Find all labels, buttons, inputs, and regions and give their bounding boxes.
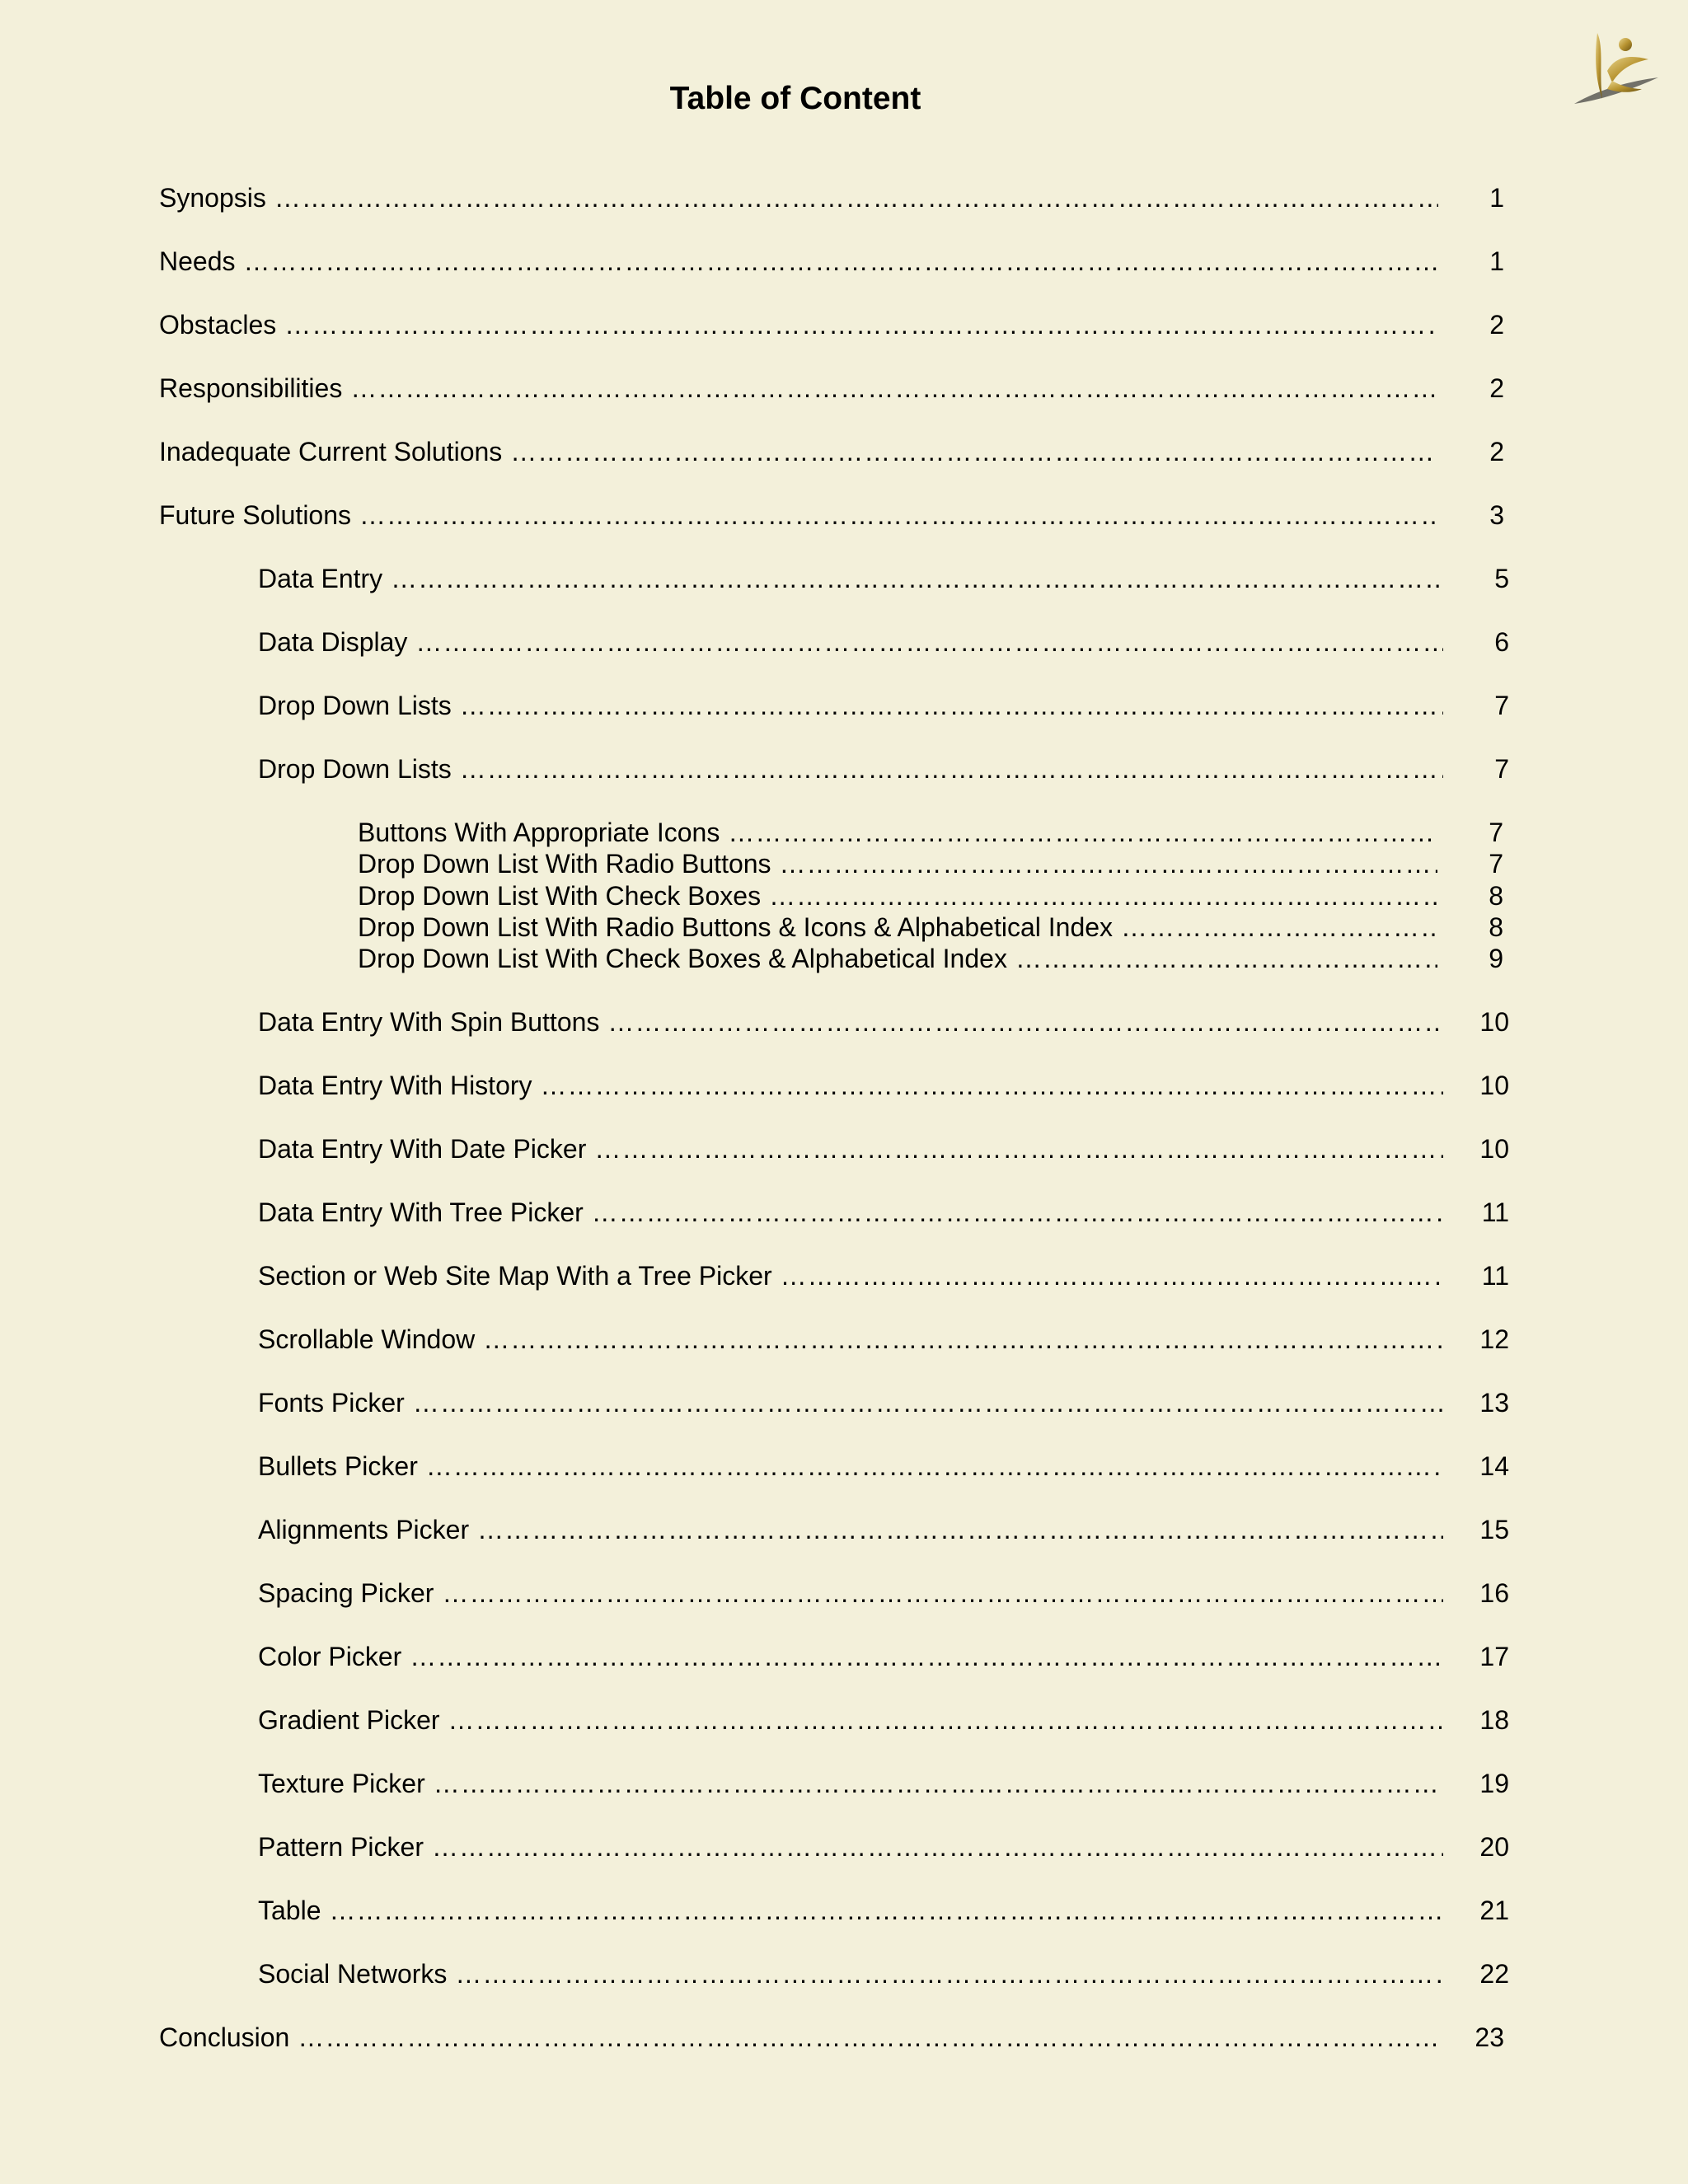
toc-entry-title: Social Networks <box>258 1959 448 1989</box>
toc-entry-title: Drop Down List With Radio Buttons <box>358 849 771 879</box>
toc-entry-title: Drop Down Lists <box>258 691 452 720</box>
toc-entry-page-number: 2 <box>1489 437 1504 466</box>
toc-entry[interactable] <box>258 1258 1509 1294</box>
toc-entry-page-number: 3 <box>1489 500 1504 530</box>
toc-entry-title: Synopsis <box>159 183 266 213</box>
toc-entry[interactable] <box>258 1892 1509 1929</box>
dot-leader <box>448 1702 1443 1738</box>
toc-entry[interactable] <box>258 1575 1509 1611</box>
toc-entry-title: Fonts Picker <box>258 1388 405 1418</box>
toc-entry-page-number: 12 <box>1479 1324 1509 1354</box>
dot-leader <box>426 1448 1443 1484</box>
dot-leader <box>781 1258 1443 1294</box>
toc-entry-page-number: 10 <box>1479 1134 1509 1164</box>
toc-entry-page-number: 7 <box>1494 754 1509 784</box>
dot-leader <box>607 1004 1443 1040</box>
toc-entry[interactable] <box>258 1702 1509 1738</box>
toc-entry-title: Scrollable Window <box>258 1324 476 1354</box>
dot-leader <box>442 1575 1443 1611</box>
toc-entry-page-number: 16 <box>1479 1578 1509 1608</box>
toc-entry[interactable] <box>258 624 1509 660</box>
toc-entry-title: Data Entry With Tree Picker <box>258 1197 584 1227</box>
toc-entry-page-number: 17 <box>1479 1642 1509 1671</box>
toc-entry-title: Bullets Picker <box>258 1451 418 1481</box>
dot-leader <box>541 1067 1443 1104</box>
toc-entry-title: Drop Down Lists <box>258 754 452 784</box>
toc-entry-page-number: 11 <box>1481 1197 1509 1227</box>
dot-leader <box>284 307 1438 343</box>
dot-leader <box>780 846 1437 882</box>
dot-leader <box>455 1956 1443 1992</box>
toc-entry-page-number: 2 <box>1489 373 1504 403</box>
toc-entry[interactable] <box>159 370 1504 406</box>
dot-leader <box>594 1131 1443 1167</box>
toc-entry-title: Data Entry With Date Picker <box>258 1134 587 1164</box>
toc-entry[interactable] <box>159 243 1504 279</box>
toc-entry-page-number: 19 <box>1479 1769 1509 1798</box>
toc-entry-title: Data Entry <box>258 564 383 593</box>
toc-entry-page-number: 15 <box>1479 1515 1509 1544</box>
toc-entry[interactable] <box>258 560 1509 597</box>
toc-entry-page-number: 7 <box>1489 818 1503 847</box>
toc-entry-title: Buttons With Appropriate Icons <box>358 818 720 847</box>
toc-entry-title: Alignments Picker <box>258 1515 470 1544</box>
toc-entry-page-number: 10 <box>1479 1071 1509 1100</box>
dot-leader <box>483 1321 1443 1357</box>
toc-entry-title: Inadequate Current Solutions <box>159 437 503 466</box>
toc-entry-page-number: 14 <box>1479 1451 1509 1481</box>
dot-leader <box>391 560 1443 597</box>
toc-entry[interactable] <box>258 1385 1509 1421</box>
dot-leader <box>460 687 1443 724</box>
toc-entry-title: Spacing Picker <box>258 1578 434 1608</box>
toc-entry-page-number: 20 <box>1479 1832 1509 1862</box>
dot-leader <box>413 1385 1443 1421</box>
toc-entry-page-number: 8 <box>1489 881 1503 911</box>
toc-entry[interactable] <box>258 1829 1509 1865</box>
toc-entry-title: Color Picker <box>258 1642 402 1671</box>
page-title: Table of Content <box>669 81 921 116</box>
toc-entry-title: Gradient Picker <box>258 1705 440 1735</box>
dot-leader <box>298 2019 1438 2055</box>
toc-entry[interactable] <box>258 1131 1509 1167</box>
dot-leader <box>432 1829 1443 1865</box>
toc-entry[interactable] <box>258 1511 1509 1548</box>
toc-entry-title: Section or Web Site Map With a Tree Picker <box>258 1261 772 1291</box>
dot-leader <box>592 1194 1443 1230</box>
toc-entry-page-number: 7 <box>1494 691 1509 720</box>
toc-entry-title: Future Solutions <box>159 500 352 530</box>
dot-leader <box>330 1892 1444 1929</box>
toc-entry-page-number: 9 <box>1489 944 1503 973</box>
toc-entry-title: Responsibilities <box>159 373 343 403</box>
dot-leader <box>350 370 1438 406</box>
toc-entry[interactable] <box>258 1004 1509 1040</box>
toc-entry-page-number: 8 <box>1489 912 1503 942</box>
toc-entry[interactable] <box>358 846 1503 882</box>
toc-entry[interactable] <box>258 1956 1509 1992</box>
toc-entry-title: Data Display <box>258 627 408 657</box>
toc-entry-page-number: 7 <box>1489 849 1503 879</box>
toc-entry-page-number: 21 <box>1479 1896 1509 1925</box>
toc-entry-title: Texture Picker <box>258 1769 425 1798</box>
toc-entry-title: Data Entry With Spin Buttons <box>258 1007 600 1037</box>
toc-entry[interactable] <box>258 1321 1509 1357</box>
toc-entry[interactable] <box>159 497 1504 533</box>
toc-entry[interactable] <box>358 940 1503 977</box>
dot-leader <box>359 497 1438 533</box>
dot-leader <box>460 751 1443 787</box>
toc-entry-page-number: 1 <box>1489 183 1504 213</box>
toc-entry-title: Table <box>258 1896 321 1925</box>
toc-entry-title: Conclusion <box>159 2022 290 2052</box>
dot-leader <box>415 624 1443 660</box>
toc-entry-page-number: 11 <box>1481 1261 1509 1291</box>
toc-entry-page-number: 2 <box>1489 310 1504 340</box>
toc-entry[interactable] <box>159 180 1504 216</box>
toc-entry-title: Drop Down List With Check Boxes & Alphabetical Index <box>358 944 1007 973</box>
toc-entry-page-number: 5 <box>1494 564 1509 593</box>
toc-entry-page-number: 13 <box>1479 1388 1509 1418</box>
toc-entry[interactable] <box>258 687 1509 724</box>
toc-entry-title: Drop Down List With Check Boxes <box>358 881 762 911</box>
toc-entry[interactable] <box>258 1067 1509 1104</box>
dot-leader <box>434 1765 1443 1802</box>
dot-leader <box>1015 940 1437 977</box>
toc-entry[interactable] <box>258 1765 1509 1802</box>
toc-entry-title: Drop Down List With Radio Buttons & Icons & Alphabetical Index <box>358 912 1114 942</box>
toc-entry-title: Pattern Picker <box>258 1832 424 1862</box>
toc-entry[interactable] <box>159 307 1504 343</box>
toc-entry-title: Data Entry With History <box>258 1071 532 1100</box>
toc-entry-page-number: 10 <box>1479 1007 1509 1037</box>
toc-entry[interactable] <box>159 434 1504 470</box>
dot-leader <box>510 434 1438 470</box>
dot-leader <box>477 1511 1443 1548</box>
toc-entry[interactable] <box>258 1638 1509 1675</box>
toc-entry[interactable] <box>258 1448 1509 1484</box>
toc-entry-page-number: 1 <box>1489 246 1504 276</box>
dot-leader <box>410 1638 1443 1675</box>
toc-entry-page-number: 23 <box>1475 2022 1504 2052</box>
dot-leader <box>244 243 1439 279</box>
dot-leader <box>274 180 1438 216</box>
toc-entry[interactable] <box>159 2019 1504 2055</box>
toc-entry-title: Obstacles <box>159 310 277 340</box>
toc-entry-page-number: 18 <box>1479 1705 1509 1735</box>
toc-entry-title: Needs <box>159 246 236 276</box>
toc-entry[interactable] <box>258 751 1509 787</box>
toc-entry-page-number: 6 <box>1494 627 1509 657</box>
toc-entry-page-number: 22 <box>1479 1959 1509 1989</box>
toc-entry[interactable] <box>258 1194 1509 1230</box>
